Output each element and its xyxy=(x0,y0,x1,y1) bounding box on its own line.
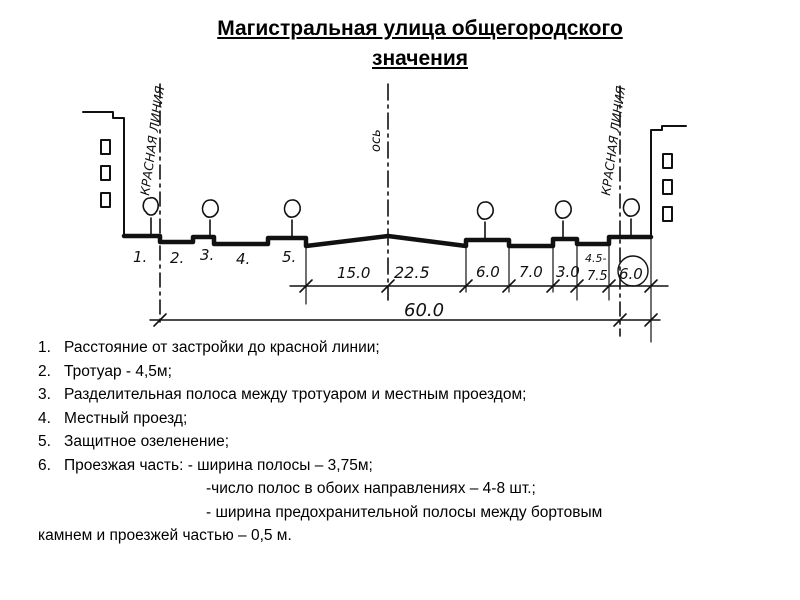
left-building-outline xyxy=(83,112,124,236)
zone-label-4: 4. xyxy=(236,250,251,268)
dim-6-0-a: 6.0 xyxy=(476,263,500,281)
dim-6-0-b: 6.0 xyxy=(619,265,643,283)
red-line-label-left: КРАСНАЯ ЛИНИЯ xyxy=(137,84,168,197)
legend-subitem-safety-strip: - ширина предохранительной полосы между бортовым xyxy=(206,503,603,521)
dim-15-0: 15.0 xyxy=(337,264,371,282)
title-line-1: Магистральная улица общегородского xyxy=(217,17,623,40)
zone-label-5: 5. xyxy=(282,248,297,266)
dim-7-0: 7.0 xyxy=(519,263,543,281)
legend-item: 6. Проезжая часть: - ширина полосы – 3,75м; xyxy=(38,456,373,474)
dim-22-5: 22.5 xyxy=(394,263,430,282)
right-building-windows xyxy=(663,154,672,221)
legend-item: 1. Расстояние от застройки до красной линии; xyxy=(38,339,380,356)
dim-4-5: 4.5- xyxy=(585,252,607,265)
slide-title xyxy=(0,14,800,74)
dim-60-0: 60.0 xyxy=(404,300,445,321)
title-line-2: значения xyxy=(372,47,468,70)
street-cross-section-drawing xyxy=(0,80,800,350)
dim-7-5: 7.5 xyxy=(587,269,608,284)
legend-item: 2. Тротуар - 4,5м; xyxy=(38,362,172,380)
legend-subitem-safety-strip-cont: камнем и проезжей частью – 0,5 м. xyxy=(38,527,292,544)
legend-item: 3. Разделительная полоса между тротуаром и местным проездом; xyxy=(38,386,527,403)
zone-label-3: 3. xyxy=(200,246,215,264)
legend-item: 4. Местный проезд; xyxy=(38,409,188,427)
legend-item: 5. Защитное озеленение; xyxy=(38,433,230,450)
tree-icons xyxy=(143,198,639,240)
zone-label-2: 2. xyxy=(170,249,185,267)
dim-3-0: 3.0 xyxy=(556,263,580,281)
legend-subitem-lanes: -число полос в обоих направлениях – 4-8 шт.; xyxy=(206,480,536,497)
axis-label: ось xyxy=(369,129,384,152)
left-building-windows xyxy=(101,140,110,207)
red-line-label-right: КРАСНАЯ ЛИНИЯ xyxy=(598,84,629,197)
legend xyxy=(38,336,778,548)
legend-list xyxy=(38,336,778,477)
zone-label-1: 1. xyxy=(133,248,148,266)
